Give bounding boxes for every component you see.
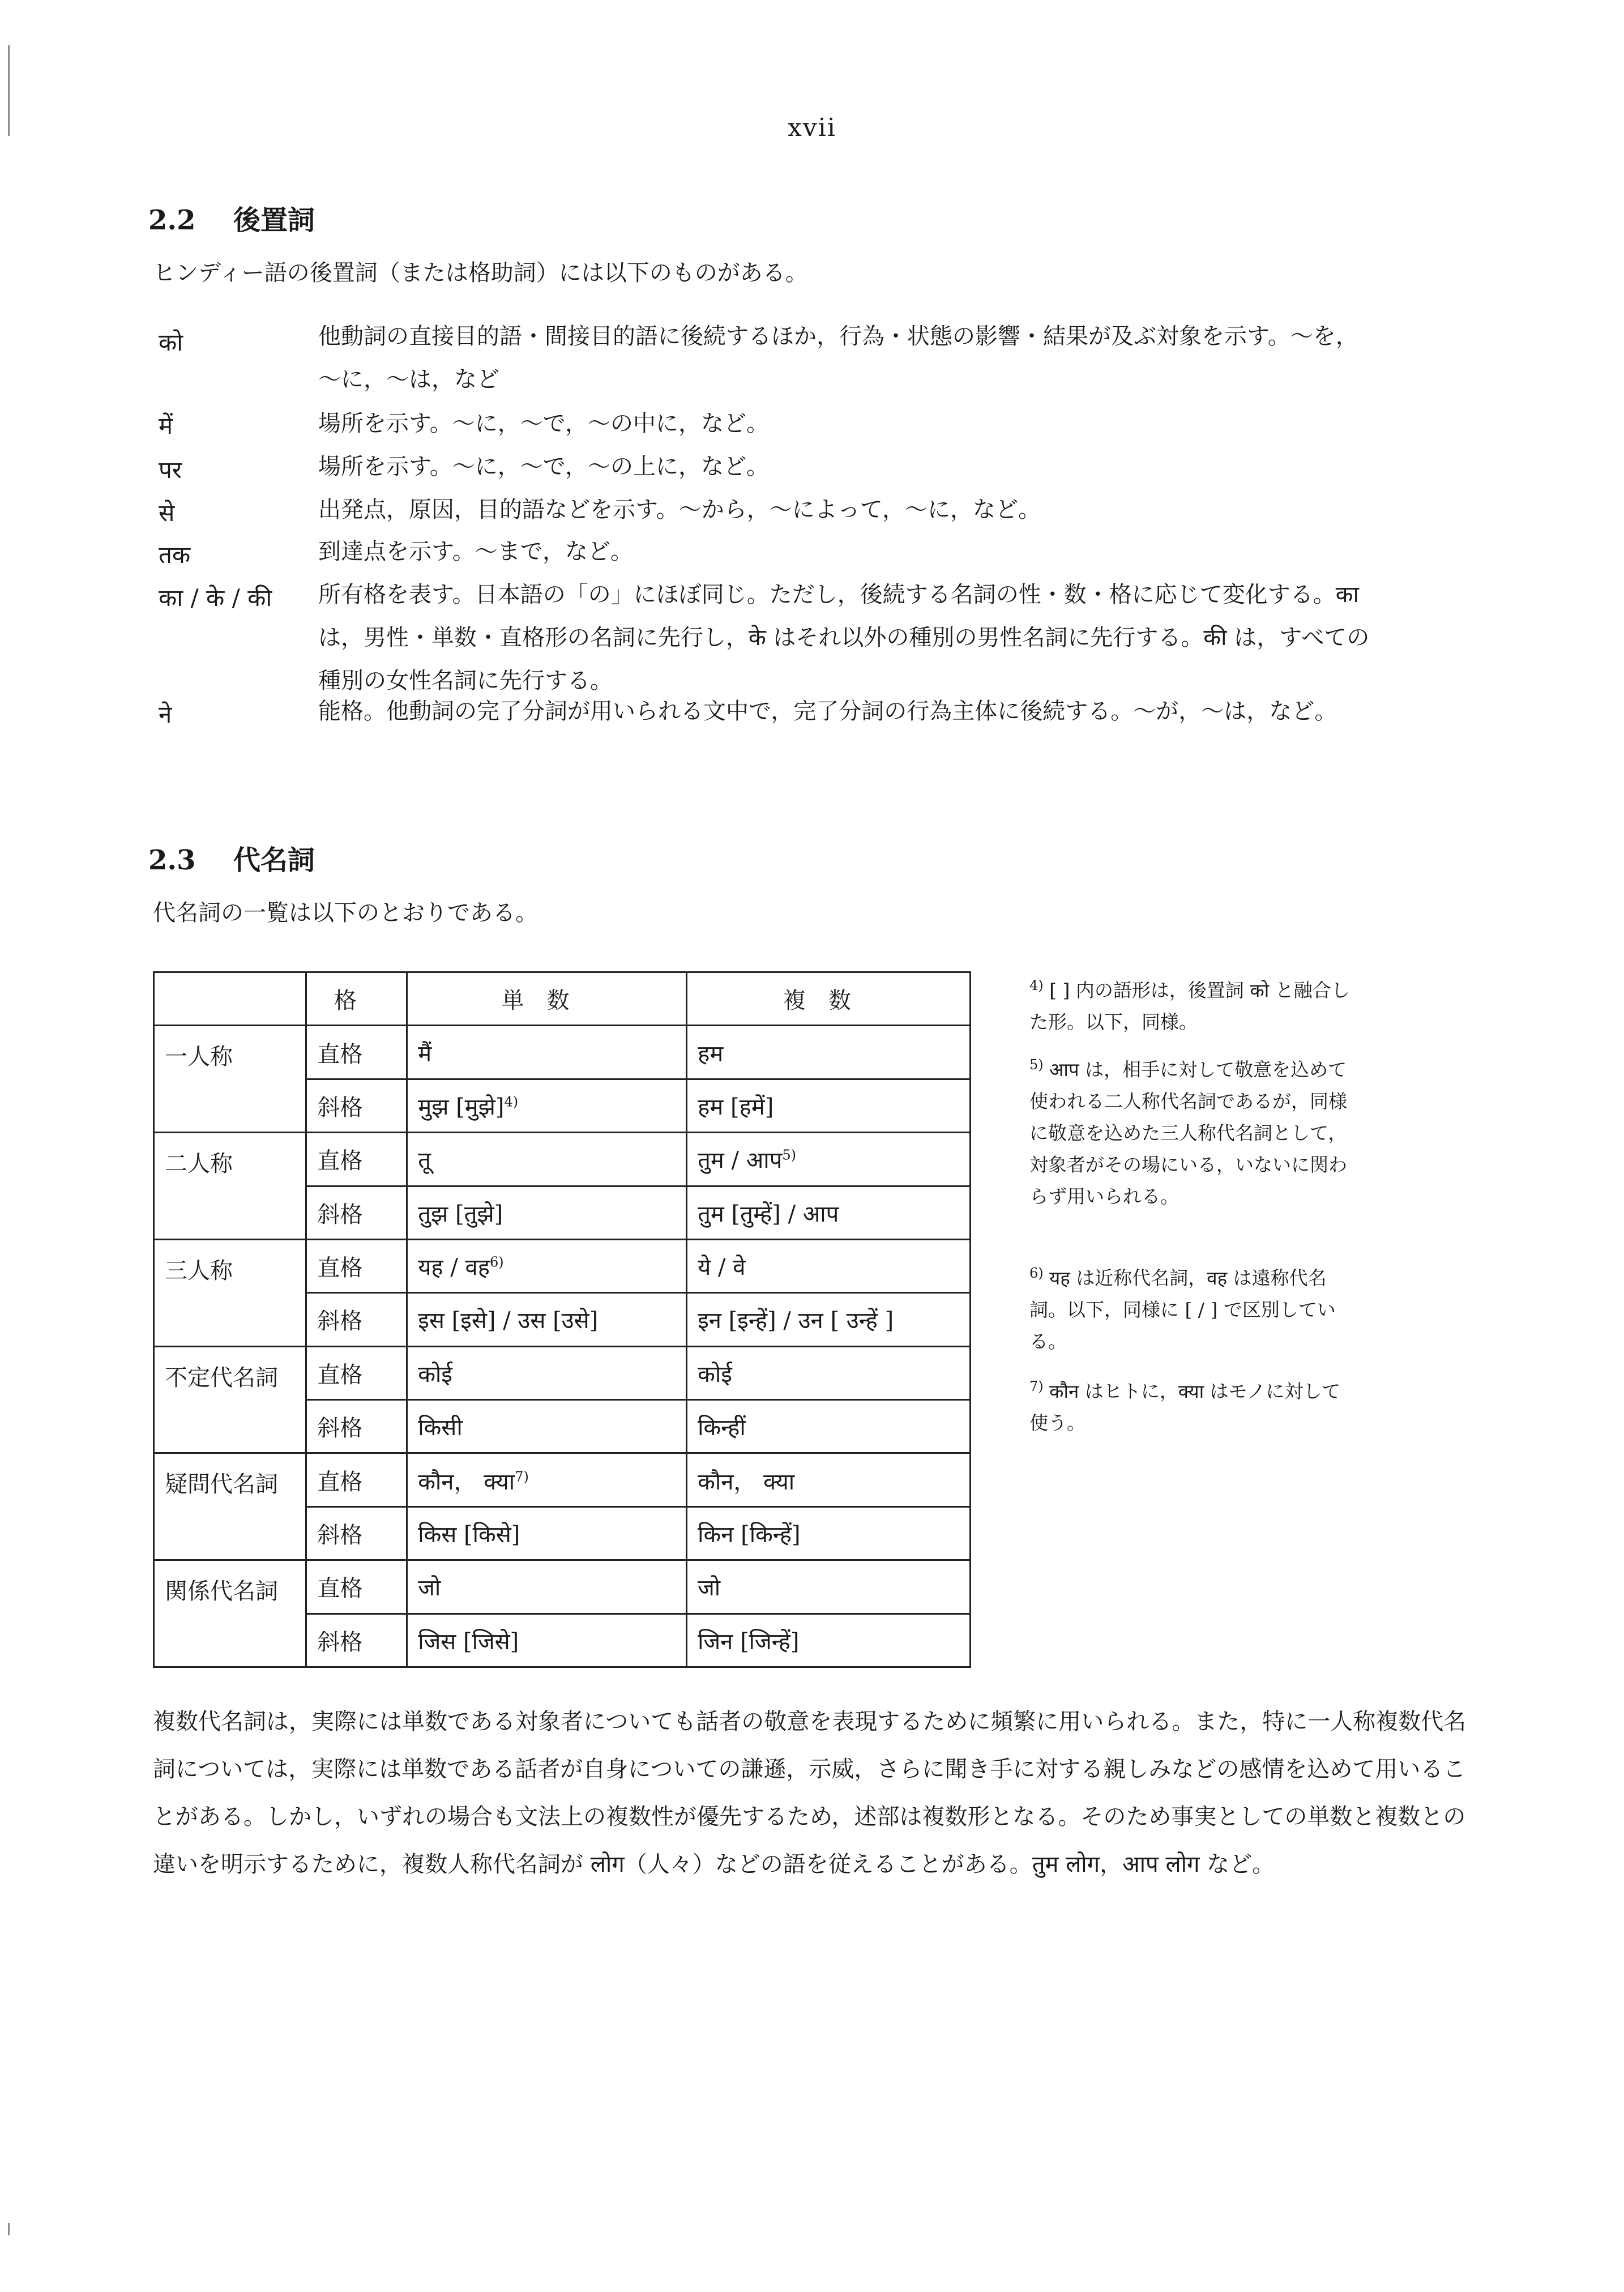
case-cell: 斜格: [306, 1506, 407, 1560]
scan-edge-mark: [8, 2223, 10, 2235]
postposition-definition: 所有格を表す。日本語の「の」にほぼ同じ。ただし，後続する名詞の性・数・格に応じて変化する。का は，男性・単数・直格形の名詞に先行し，के はそれ以外の種別の男性名詞に先行する。की は，すべての種別の女性名詞に先行する。: [318, 582, 1370, 694]
section-title: 後置詞: [233, 204, 315, 236]
table-header-cell: [154, 972, 306, 1026]
plural-cell: किन्हीं: [687, 1400, 971, 1453]
plural-cell: किन [किन्हें]: [687, 1506, 971, 1560]
singular-cell: यह / वह$^{6)}$: [407, 1239, 687, 1292]
singular-cell: मुझ [मुझे]$^{4)}$: [407, 1079, 687, 1132]
closing-paragraph: 複数代名詞は，実際には単数である対象者についても話者の敬意を表現するために頻繁に用いられる。また，特に一人称複数代名詞については，実際には単数である話者が自身についての謙遜，示威，さらに聞き手に対する親しみなどの感情を込めて用いることがある。しかし，いずれの場合も文法上の複数性が優先するため，述部は複数形となる。そのため事実としての単数と複数との違いを明示するために，複数人称代名詞が लोग（人々）などの語を従えることがある。तुम लोग，आप लोग など。: [153, 1709, 1467, 1877]
case-cell: 斜格: [306, 1400, 407, 1453]
case-cell: 斜格: [306, 1293, 407, 1346]
plural-cell: कोई: [687, 1346, 971, 1399]
plural-cell: हम [हमें]: [687, 1079, 971, 1132]
singular-cell: तू: [407, 1133, 687, 1186]
page-number: xvii: [788, 113, 836, 142]
table-row: [154, 1453, 971, 1506]
table-header-cell: 単数: [407, 972, 687, 1026]
postposition-definition: 場所を示す。～に，～で，～の上に，など。: [318, 454, 769, 480]
plural-cell: कौन， क्या: [687, 1453, 971, 1506]
plural-cell: जिन [जिन्हें]: [687, 1614, 971, 1667]
section-intro: ヒンディー語の後置詞（または格助詞）には以下のものがある。: [153, 260, 808, 286]
postposition-term: तक: [159, 541, 191, 569]
case-cell: 直格: [306, 1560, 407, 1614]
table-header-cell: 複数: [687, 972, 971, 1026]
footnote: $^{4)}$ [ ] 内の語形は，後置詞 को と融合した形。以下，同様。: [1029, 978, 1350, 1033]
table-row: [154, 1346, 971, 1399]
singular-cell: जो: [407, 1560, 687, 1614]
postposition-definition: 他動詞の直接目的語・間接目的語に後続するほか，行為・状態の影響・結果が及ぶ対象を示す。～を，～に，～は，など: [318, 323, 1358, 392]
section-title: 代名詞: [233, 844, 315, 876]
pronoun-table: [153, 971, 971, 1668]
case-cell: 斜格: [306, 1614, 407, 1667]
postposition-term: ने: [159, 701, 172, 728]
section-number: 2.3: [148, 844, 196, 876]
singular-cell: मैं: [407, 1026, 687, 1079]
case-cell: 直格: [306, 1133, 407, 1186]
singular-cell: इस [इसे] / उस [उसे]: [407, 1293, 687, 1346]
footnote: $^{6)}$ यह は近称代名詞，वह は遠称代名詞。以下，同様に [ / ] で区別している。: [1029, 1265, 1336, 1352]
singular-cell: जिस [जिसे]: [407, 1614, 687, 1667]
plural-cell: हम: [687, 1026, 971, 1079]
singular-cell: किस [किसे]: [407, 1506, 687, 1560]
postposition-term: में: [159, 412, 173, 439]
table-row: [154, 1239, 971, 1292]
person-cell: 一人称: [154, 1026, 306, 1133]
person-cell: 三人称: [154, 1239, 306, 1346]
plural-cell: ये / वे: [687, 1239, 971, 1292]
postposition-definition: 能格。他動詞の完了分詞が用いられる文中で，完了分詞の行為主体に後続する。～が，～は，など。: [318, 698, 1337, 724]
postposition-definition: 出発点，原因，目的語などを示す。～から，～によって，～に，など。: [318, 497, 1041, 523]
table-header-cell: 格: [306, 972, 407, 1026]
table-row: [154, 1026, 971, 1079]
postposition-definition: 場所を示す。～に，～で，～の中に，など。: [318, 411, 769, 437]
case-cell: 斜格: [306, 1079, 407, 1132]
person-cell: 疑問代名詞: [154, 1453, 306, 1560]
table-row: [154, 1133, 971, 1186]
section-intro: 代名詞の一覧は以下のとおりである。: [153, 900, 538, 926]
case-cell: 直格: [306, 1346, 407, 1399]
plural-cell: तुम / आप$^{5)}$: [687, 1133, 971, 1186]
section-heading-2-3: [148, 838, 315, 877]
person-cell: 不定代名詞: [154, 1346, 306, 1453]
footnote: $^{7)}$ कौन はヒトに，क्या はモノに対して使う。: [1029, 1378, 1341, 1434]
section-number: 2.2: [148, 204, 196, 236]
case-cell: 直格: [306, 1026, 407, 1079]
postposition-term: से: [159, 499, 175, 527]
table-header-row: [154, 972, 971, 1026]
table-row: [154, 1560, 971, 1614]
case-cell: 斜格: [306, 1186, 407, 1239]
singular-cell: कोई: [407, 1346, 687, 1399]
plural-cell: जो: [687, 1560, 971, 1614]
singular-cell: तुझ [तुझे]: [407, 1186, 687, 1239]
plural-cell: तुम [तुम्हें] / आप: [687, 1186, 971, 1239]
plural-cell: इन [इन्हें] / उन [ उन्हें ]: [687, 1293, 971, 1346]
person-cell: 二人称: [154, 1133, 306, 1240]
case-cell: 直格: [306, 1239, 407, 1292]
postposition-term: पर: [159, 456, 182, 484]
postposition-term: का / के / की: [159, 584, 272, 612]
case-cell: 直格: [306, 1453, 407, 1506]
singular-cell: कौन， क्या$^{7)}$: [407, 1453, 687, 1506]
section-heading-2-2: [148, 198, 315, 237]
postposition-term: को: [159, 328, 183, 356]
singular-cell: किसी: [407, 1400, 687, 1453]
person-cell: 関係代名詞: [154, 1560, 306, 1667]
postposition-definition: 到達点を示す。～まで，など。: [318, 539, 633, 565]
footnote: $^{5)}$ आप は，相手に対して敬意を込めて使われる二人称代名詞であるが，同様に敬意を込めた三人称代名詞として，対象者がその場にいる，いないに関わらず用いられる。: [1029, 1057, 1347, 1207]
